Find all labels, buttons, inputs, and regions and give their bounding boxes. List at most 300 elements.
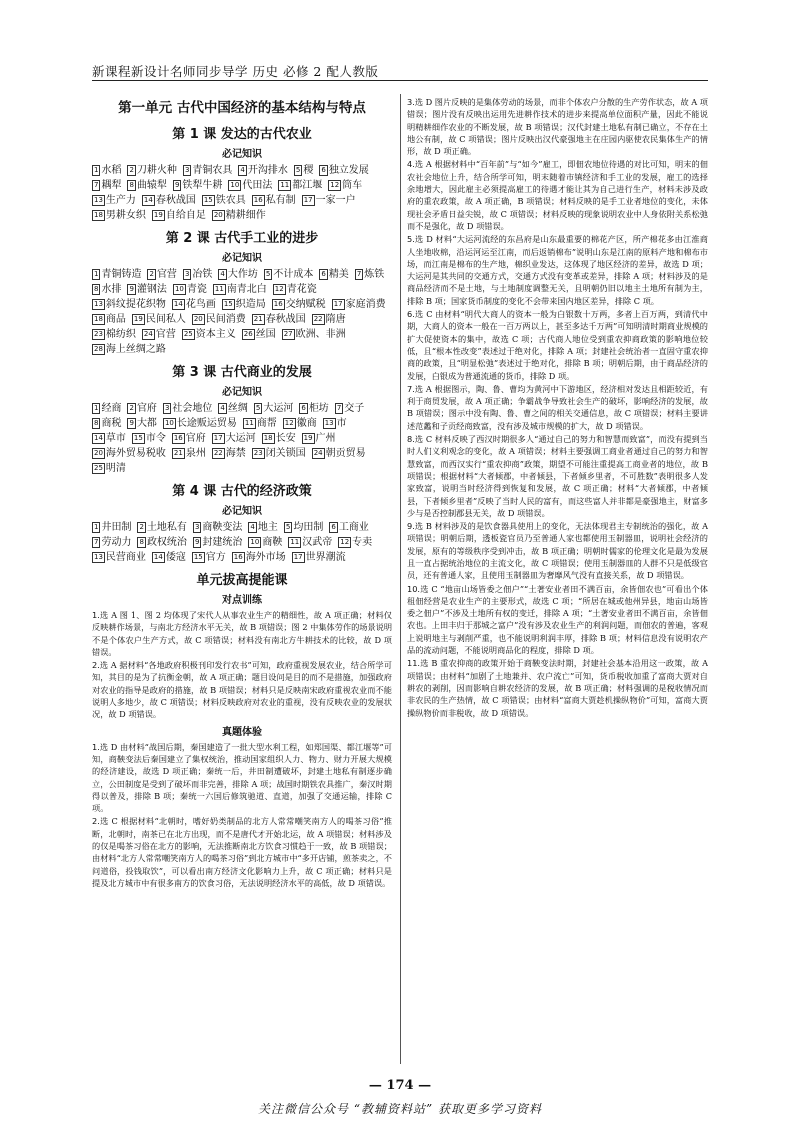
answer-item [407,308,708,382]
lesson-subtitle: 必记知识 [222,387,262,398]
drill-list [92,609,392,721]
term-number: 11 [290,538,300,546]
term-number: 20 [213,211,223,219]
term-item [132,312,186,327]
term-number: 11 [214,285,224,293]
term-item [173,178,222,193]
term-item [264,267,313,282]
answer-number: 8. [407,434,415,445]
term-text: 耦犁 [101,180,122,191]
term-number: 6 [321,270,326,278]
term-item [254,401,293,416]
term-text: 民间消费 [205,314,246,325]
term-number: 19 [303,434,313,442]
term-number: 3 [164,404,170,412]
term-item [183,267,212,282]
lesson-title: 第 3 课 古代商业的发展 [172,365,312,380]
term-item [152,550,186,565]
lesson-title: 第 2 课 古代手工业的进步 [165,231,319,246]
term-text: 土地私有 [146,522,187,533]
term-number: 23 [253,449,263,457]
running-header: 新课程新设计名师同步导学 历史 必修 2 配人教版 [92,64,379,79]
term-item [92,342,166,357]
term-text: 劳动力 [101,537,132,548]
term-number: 15 [203,196,213,204]
term-text: 商鞅 [262,537,283,548]
footer-note: 关注微信公众号 “教辅资料站” 获取更多学习资料 [258,1102,542,1116]
real-exam-list [92,741,392,890]
term-item [218,267,257,282]
term-item [172,431,206,446]
term-text: 曲辕犁 [136,180,167,191]
term-number: 22 [213,449,223,457]
term-text: 冶铁 [192,269,213,280]
term-item [127,401,156,416]
term-text: 交纳赋税 [285,299,326,310]
term-item [173,282,207,297]
lesson-subtitle: 必记知识 [222,149,262,160]
term-number: 19 [133,315,143,323]
term-item [283,416,317,431]
term-number: 18 [94,315,103,323]
term-item [92,208,146,223]
term-text: 丝国 [255,329,276,340]
term-item [282,327,346,342]
term-number: 3 [184,166,190,174]
term-number: 10 [230,181,240,189]
term-number: 10 [174,285,184,293]
term-text: 织造局 [235,299,266,310]
term-number: 2 [129,166,134,174]
term-text: 海禁 [225,448,246,459]
term-item [183,163,232,178]
term-number: 1 [94,270,99,278]
term-text: 官营 [156,269,177,280]
term-number: 7 [356,270,362,278]
term-number: 15 [223,300,233,308]
term-number: 10 [250,538,260,546]
answer-item [92,659,392,720]
term-number: 6 [301,404,306,412]
term-text: 春秋战国 [265,314,306,325]
term-item [202,193,246,208]
answer-text: 选 D 由材料“战国后期，秦国建造了一批大型水利工程，如郑国渠、都江堰等”可知，商鞅变法后秦国建立了集权统治，推动国家组织人力、物力、财力开展大规模的经济建设，故选 D 项正确；秦统一后，井田制遭破坏，封建土地私有制逐步确立，公田制度是受到了破坏而非完善，排除 A 项；战国时期铁农具推广，秦汉时期得以普及，排除 B 项；秦统一六国后修筑驰道、直道，加强了交通运输，排除 C 项。 [92,741,392,814]
term-number: 14 [153,553,163,561]
term-text: 交子 [344,403,365,414]
term-text: 商帮 [256,418,277,429]
term-text: 水稻 [101,165,122,176]
term-number: 16 [173,434,183,442]
term-text: 长安 [275,433,296,444]
term-number: 5 [285,523,291,531]
answer-item [407,520,708,581]
answer-item [92,741,392,815]
term-text: 封建统治 [202,537,243,548]
term-text: 闭关锁国 [265,448,306,459]
term-number: 6 [321,166,326,174]
term-item [163,416,237,431]
term-number: 2 [149,270,154,278]
term-text: 海外贸易税收 [105,448,166,459]
term-text: 海外市场 [245,552,286,563]
answer-item [407,158,708,232]
term-number: 7 [94,538,99,546]
answer-number: 9. [407,521,415,532]
term-list [92,267,392,357]
term-number: 13 [94,300,103,308]
answer-text: 选 A 据材料“各地政府积极刊印发行农书”可知，政府重视发展农业，结合所学可知，其目的是为了抗衡金朝，故 A 项正确；题目设问是目的而不是措施，加强政府对农业的指导是政府的措施，故 B 项错误；材料只是反映南宋政府重视农业而不能说明人多地少，故 C 项错误；材料反映政府对农业的重视，没有反映农业的发展状况，故 D 项错误。 [92,660,392,720]
term-text: 市 [336,418,347,429]
term-item [172,446,206,461]
term-item [92,297,166,312]
term-item [92,416,121,431]
term-text: 大都 [136,418,157,429]
answer-number: 4. [407,159,415,170]
term-text: 徽商 [296,418,317,429]
term-number: 9 [129,419,134,427]
term-number: 27 [283,330,293,338]
answer-text: 选 D 材料“大运河流经的东昌府是山东最重要的棉花产区，所产棉花多由江淮商人坐地收棉，沿运河运至江南，而后返销棉布”说明山东是江南的原料产地和棉布市场，而江南是棉布的生产地，棉织业发达，这体现了地区经济的差异，故选 D 项；大运河是其共同的交通方式，交通方式没有变革或差异，排除 A 项；材料涉及的是商品经济而不是土地，与土地制度调整无关，且明朝仍旧以地主土地所有制为主，排除 B 项；国家货币制度的变化不会带来国内地区差异，排除 C 项。 [407,234,708,306]
term-item [248,520,277,535]
term-text: 不计成本 [273,269,314,280]
term-text: 商品 [105,314,126,325]
term-item [127,282,166,297]
lesson-title: 第 4 课 古代的经济政策 [172,484,312,499]
term-number: 9 [129,285,134,293]
lesson-subtitle: 必记知识 [222,253,262,264]
term-item [163,401,212,416]
term-number: 8 [139,538,144,546]
lesson-subtitle: 必记知识 [222,506,262,517]
term-item [262,431,296,446]
term-item [152,208,206,223]
answer-text: 选 B 重农抑商的政策开始于商鞅变法时期，封建社会基本沿用这一政策，故 A 项错误；由材料“加剧了土地兼并、农户流亡”可知，货币税收加重了富商大贾对自耕农的剥削，因而影响自耕农经济的发展，故 B 项正确；材料强调的是税收情况而非农民的生产热情，故 C 项错误；由材料“富商大贾趁机操纵物价”可知，富商大贾操纵物价而非税收，故 D 项错误。 [407,658,708,718]
term-text: 大作坊 [227,269,258,280]
term-text: 一家一户 [315,195,356,206]
term-item [335,401,364,416]
answer-item [407,383,708,432]
term-text: 炼铁 [364,269,385,280]
term-item [92,282,121,297]
term-number: 19 [153,211,163,219]
term-number: 4 [250,523,255,531]
term-text: 春秋战国 [155,195,196,206]
term-text: 代田法 [242,180,273,191]
term-text: 青铜农具 [192,165,233,176]
term-item [252,193,296,208]
term-item [302,431,336,446]
term-number: 11 [280,181,290,189]
header-rule [92,80,708,81]
term-number: 17 [213,434,223,442]
term-text: 筒车 [342,180,363,191]
answer-number: 2. [92,660,100,671]
term-item [193,535,242,550]
term-text: 商税 [101,418,122,429]
term-text: 长途贩运贸易 [176,418,237,429]
term-item [192,312,246,327]
term-item [142,327,176,342]
term-item [92,178,121,193]
answer-number: 10. [407,583,421,594]
term-text: 专卖 [352,537,373,548]
term-text: 棉纺织 [105,329,136,340]
term-item [312,446,366,461]
term-item [92,535,131,550]
term-number: 14 [94,434,103,442]
term-item [299,401,328,416]
term-number: 13 [324,419,334,427]
term-number: 4 [220,270,225,278]
term-number: 8 [94,419,99,427]
term-item [137,535,186,550]
answer-number: 3. [407,97,415,107]
term-number: 16 [233,553,243,561]
term-number: 18 [263,434,273,442]
term-item [218,401,247,416]
term-number: 28 [94,345,103,353]
term-text: 柜坊 [308,403,329,414]
term-text: 青铜铸造 [101,269,142,280]
term-text: 倭寇 [165,552,186,563]
term-item [292,550,346,565]
term-item [288,535,332,550]
term-text: 官方 [205,552,226,563]
term-text: 水排 [101,284,122,295]
term-item [294,163,313,178]
term-item [92,446,166,461]
term-text: 大运河 [263,403,294,414]
answer-text: 选 A 图 1、图 2 均体现了宋代人从事农业生产的精细性，故 A 项正确；材料仅反映耕作场景，与南北方经济水平无关，故 B 项错误；图 2 中集体劳作的场景说明不是个体农户生产方式，故 C 项错误；材料没有南北方牛耕技术的比较，故 D 项错误。 [92,610,392,657]
term-list [92,401,392,476]
term-number: 13 [94,553,103,561]
term-text: 精美 [328,269,349,280]
answer-item [407,583,708,657]
term-item [213,282,267,297]
term-text: 私有制 [265,195,296,206]
term-text: 南青北白 [226,284,267,295]
term-item [132,431,166,446]
term-text: 男耕女织 [105,210,146,221]
term-item [222,297,266,312]
term-item [272,297,326,312]
term-number: 14 [173,300,183,308]
answer-number: 1. [92,741,100,752]
term-number: 5 [255,404,261,412]
term-item [284,520,323,535]
term-number: 25 [94,464,103,472]
unit-title: 第一单元 古代中国经济的基本结构与特点 [118,100,366,116]
term-number: 15 [193,553,203,561]
term-number: 8 [94,285,99,293]
term-number: 8 [129,181,134,189]
term-number: 12 [330,181,340,189]
term-item [92,401,121,416]
term-item [127,163,176,178]
term-number: 21 [253,315,263,323]
term-text: 开沟排水 [247,165,288,176]
term-number: 20 [193,315,203,323]
term-list [92,520,392,565]
answer-item [407,657,708,718]
lesson-title: 第 1 课 发达的古代农业 [172,127,312,142]
term-item [252,312,306,327]
term-text: 工商业 [338,522,369,533]
term-text: 铁农具 [215,195,246,206]
term-number: 2 [129,404,134,412]
term-item [248,535,282,550]
term-number: 2 [139,523,144,531]
term-item [329,520,368,535]
term-number: 17 [333,300,343,308]
answer-number: 6. [407,309,415,320]
term-text: 丝绸 [227,403,248,414]
term-item [92,550,146,565]
term-item [92,431,126,446]
term-text: 广州 [315,433,336,444]
right-column [407,96,708,1066]
term-item [243,416,277,431]
term-number: 12 [284,419,294,427]
term-number: 3 [194,523,200,531]
term-text: 官府 [185,433,206,444]
left-column [92,96,392,1066]
term-text: 社会地位 [172,403,213,414]
term-number: 9 [194,538,200,546]
term-item [232,550,286,565]
term-item [127,416,156,431]
term-item [302,193,356,208]
term-text: 官府 [136,403,157,414]
answer-item [407,233,708,307]
term-item [92,461,126,476]
answer-text: 选 C 由材料“明代大商人的资本一般为白银数十万两，多者上百万两，到清代中期，大商人的资本一般在一百万两以上，甚至多达千万两”可知明清时期商业规模的扩大促使资本的集中，故选 C 项；古代商人地位受到重农抑商政策的影响地位较低，且“根本性改变”表述过于绝对化，排除 A 项；封建社会统治者一直固守重农抑商的政策，且“明显松弛”表述过于绝对化，排除 B 项；明朝后期，由于商品经济的发展，白银成为普通流通的货币，排除 D 项。 [407,309,708,381]
term-text: 汉武帝 [302,537,333,548]
term-number: 1 [94,404,99,412]
term-number: 10 [164,419,174,427]
term-item [192,550,226,565]
lessons-section [92,123,392,565]
answer-item [407,96,708,157]
term-item [212,208,266,223]
term-text: 铁犁牛耕 [182,180,223,191]
term-text: 泉州 [185,448,206,459]
answer-number: 1. [92,610,100,620]
term-number: 4 [220,404,225,412]
answer-text: 选 C 根据材料“北朝时，嗜好奶类制品的北方人常常嘲笑南方人的喝茶习俗”推断，北朝时，南茶已在北方出现，而不是唐代才开始北运，故 A 项错误；材料涉及的仅是喝茶习俗在北方的影响，无法推断南北方饮食习惯趋于一致，故 B 项错误；由材料“北方人常常嘲笑南方人的喝茶习俗”到北方城市中“多开店铺，煎茶卖之，不问道俗，投钱取饮”，可以看出南方经济文化影响力上升，故 C 项正确；材料只是提及北方城市中有很多南方的饮食习俗，无法说明经济水平的高低，故 D 项错误。 [92,816,392,888]
term-item [323,416,347,431]
drill-title: 对点训练 [222,595,262,606]
answer-text: 选 B 材料涉及的是饮食器具使用上的变化，无法体现君主专制统治的强化，故 A 项错误；明朝后期，透板瓷官员乃至普通人家也都使用玉制器皿，说明社会经济的发展，原有的等级秩序受到冲击，故 B 项正确；明朝时儒家的伦理文化是最为发展且一直占据统治地位的主流文化，故 C 项错误；使用玉制器皿的人群不只是低级官员，还有普通人家，且使用玉制器皿为奢靡风气没有直接关系，故 D 项错误。 [407,521,708,581]
answer-number: 11. [407,658,421,669]
term-text: 大运河 [225,433,256,444]
term-number: 6 [331,523,336,531]
term-text: 隋唐 [325,314,346,325]
term-text: 都江堰 [292,180,323,191]
term-text: 均田制 [293,522,324,533]
term-item [92,163,121,178]
term-item [332,297,386,312]
term-number: 14 [143,196,153,204]
term-item [212,431,256,446]
term-list [92,163,392,223]
term-text: 青瓷 [186,284,207,295]
term-number: 1 [94,523,99,531]
term-item [92,193,136,208]
term-number: 24 [143,330,153,338]
term-number: 18 [94,211,103,219]
term-number: 7 [94,181,99,189]
term-text: 自给自足 [165,210,206,221]
term-text: 资本主义 [195,329,236,340]
term-text: 民营商业 [105,552,146,563]
term-item [193,520,242,535]
term-item [319,163,368,178]
term-item [92,520,131,535]
term-number: 22 [313,315,323,323]
term-item [127,178,166,193]
term-number: 17 [293,553,303,561]
term-item [238,163,287,178]
term-number: 12 [274,285,284,293]
term-text: 市令 [145,433,166,444]
unit-skill-title: 单元拔高提能课 [196,573,288,588]
term-text: 明清 [105,463,126,474]
answer-item [407,433,708,519]
term-number: 16 [273,300,283,308]
term-number: 4 [240,166,245,174]
term-item [355,267,384,282]
term-number: 17 [303,196,313,204]
answer-number: 2. [92,816,100,827]
term-text: 家庭消费 [345,299,386,310]
term-number: 16 [253,196,263,204]
term-text: 青花瓷 [286,284,317,295]
term-item [182,327,236,342]
answer-text: 选 D 图片反映的是集体劳动的场景，而非个体农户分散的生产劳作状态，故 A 项错误；图片没有反映出运用先进耕作技术的进步来提高单位面积产量，因此不能说明精耕细作农业的不断发展，故 B 项错误；汉代封建土地私有制已确立，不存在土地公有制，故 C 项错误；图片反映出汉代豪强地主在庄园内驱使农民集体生产的情形，故 D 项正确。 [407,97,708,157]
term-number: 11 [244,419,254,427]
term-item [273,282,317,297]
term-text: 稷 [303,165,314,176]
answer-number: 5. [407,234,415,245]
term-number: 26 [243,330,253,338]
term-item [142,193,196,208]
term-text: 生产力 [105,195,136,206]
term-text: 草市 [105,433,126,444]
term-text: 政权统治 [146,537,187,548]
term-text: 海上丝绸之路 [105,344,166,355]
term-text: 世界潮流 [305,552,346,563]
term-text: 民间私人 [145,314,186,325]
term-item [137,520,186,535]
real-exam-title: 真题体验 [222,726,262,738]
term-number: 12 [340,538,350,546]
term-number: 1 [94,166,99,174]
term-text: 斜纹提花织物 [105,299,166,310]
term-number: 21 [173,449,183,457]
term-item [172,297,216,312]
term-text: 地主 [257,522,278,533]
term-item [252,446,306,461]
page-number: — 174 — [368,1078,432,1093]
column-divider [400,94,401,1064]
answer-item [92,815,392,889]
term-number: 25 [183,330,193,338]
term-item [147,267,176,282]
term-item [92,327,136,342]
term-item [228,178,272,193]
term-number: 9 [174,181,180,189]
